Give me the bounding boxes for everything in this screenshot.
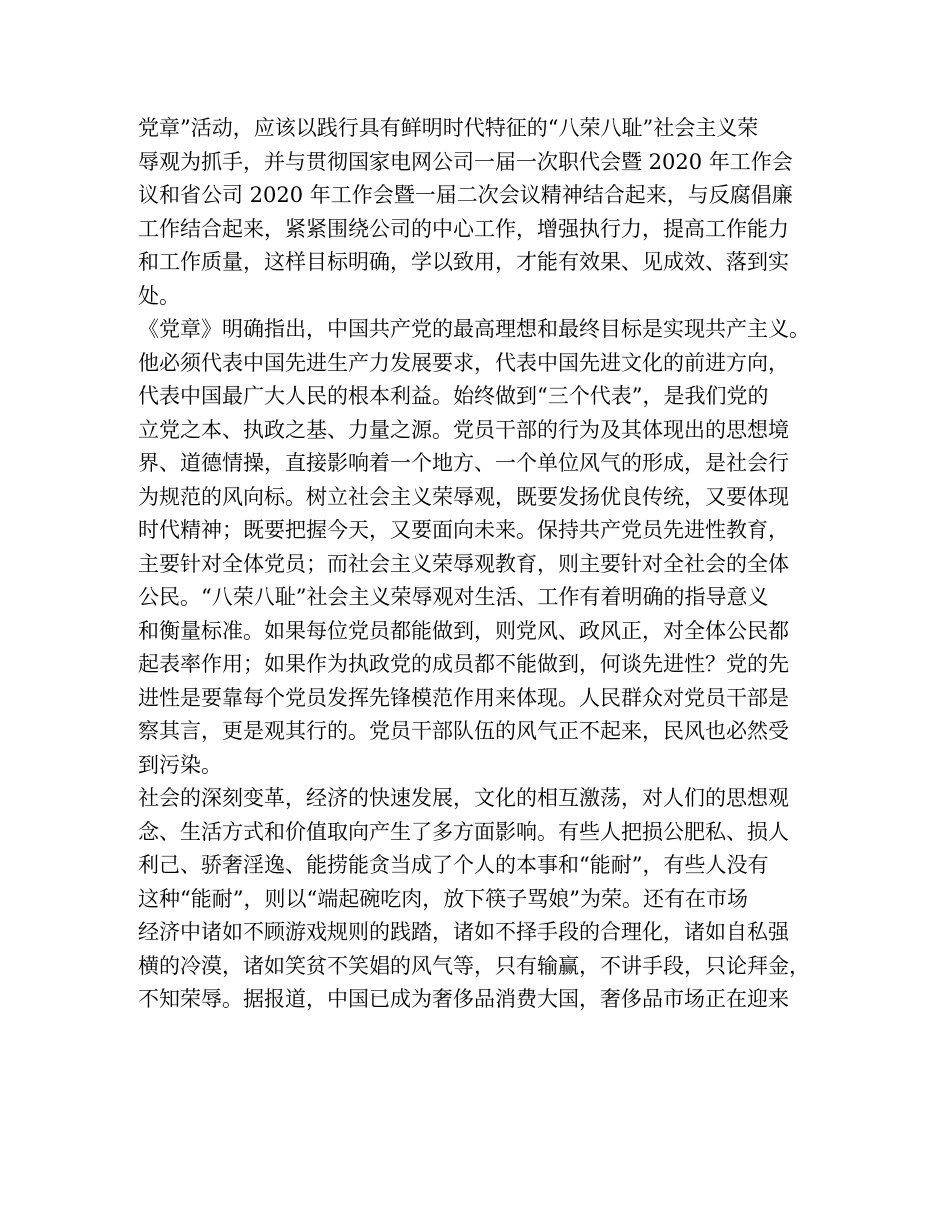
text-line: 公民。“八荣八耻”社会主义荣辱观对生活、工作有着明确的指导意义 bbox=[138, 585, 769, 609]
text-line: 进性是要靠每个党员发挥先锋模范作用来体现。人民群众对党员干部是 bbox=[138, 685, 789, 710]
text-line: 这种“能耐”，则以“端起碗吃肉，放下筷子骂娘”为荣。还有在市场 bbox=[138, 886, 748, 911]
text-line: 处。 bbox=[138, 283, 180, 308]
text-line: 他必须代表中国先进生产力发展要求，代表中国先进文化的前进方向， bbox=[138, 350, 789, 375]
text-line: 社会的深刻变革，经济的快速发展，文化的相互激荡，对人们的思想观 bbox=[138, 786, 789, 810]
text-line: 议和省公司 2020 年工作会暨一届二次会议精神结合起来，与反腐倡廉 bbox=[138, 183, 793, 207]
text-line: 横的冷漠，诸如笑贫不笑娼的风气等，只有输赢，不讲手段，只论拜金， bbox=[138, 953, 810, 978]
text-line: 时代精神；既要把握今天，又要面向未来。保持共产党员先进性教育， bbox=[138, 518, 789, 542]
paragraph-3 bbox=[138, 782, 828, 1017]
text-line: 念、生活方式和价值取向产生了多方面影响。有些人把损公肥私、损人 bbox=[138, 819, 789, 844]
text-line: 起表率作用；如果作为执政党的成员都不能做到，何谈先进性？党的先 bbox=[138, 652, 789, 676]
text-line: 和工作质量，这样目标明确，学以致用，才能有效果、见成效、落到实 bbox=[138, 250, 789, 274]
text-line: 为规范的风向标。树立社会主义荣辱观，既要发扬优良传统，又要体现 bbox=[138, 484, 789, 509]
text-line: 察其言，更是观其行的。党员干部队伍的风气正不起来，民风也必然受 bbox=[138, 719, 789, 743]
paragraph-1 bbox=[138, 112, 828, 313]
text-line: 《党章》明确指出，中国共产党的最高理想和最终目标是实现共产主义。 bbox=[138, 317, 810, 341]
text-line: 立党之本、执政之基、力量之源。党员干部的行为及其体现出的思想境 bbox=[138, 417, 789, 442]
text-line: 不知荣辱。据报道，中国已成为奢侈品消费大国，奢侈品市场正在迎来 bbox=[138, 987, 789, 1011]
text-line: 到污染。 bbox=[138, 752, 222, 777]
text-line: 工作结合起来，紧紧围绕公司的中心工作，增强执行力，提高工作能力 bbox=[138, 216, 789, 241]
text-line: 党章”活动，应该以践行具有鲜明时代特征的“八荣八耻”社会主义荣 bbox=[138, 116, 759, 140]
text-line: 界、道德情操，直接影响着一个地方、一个单位风气的形成，是社会行 bbox=[138, 451, 789, 475]
text-line: 主要针对全体党员；而社会主义荣辱观教育，则主要针对全社会的全体 bbox=[138, 551, 789, 576]
text-line: 和衡量标准。如果每位党员都能做到，则党风、政风正，对全体公民都 bbox=[138, 618, 789, 643]
paragraph-2 bbox=[138, 313, 828, 782]
text-line: 辱观为抓手，并与贯彻国家电网公司一届一次职代会暨 2020 年工作会 bbox=[138, 149, 793, 174]
text-line: 利己、骄奢淫逸、能捞能贪当成了个人的本事和“能耐”，有些人没有 bbox=[138, 853, 769, 877]
text-line: 代表中国最广大人民的根本利益。始终做到“三个代表”，是我们党的 bbox=[138, 384, 769, 408]
document-body bbox=[138, 112, 828, 1017]
text-line: 经济中诸如不顾游戏规则的践踏，诸如不择手段的合理化，诸如自私强 bbox=[138, 920, 789, 944]
